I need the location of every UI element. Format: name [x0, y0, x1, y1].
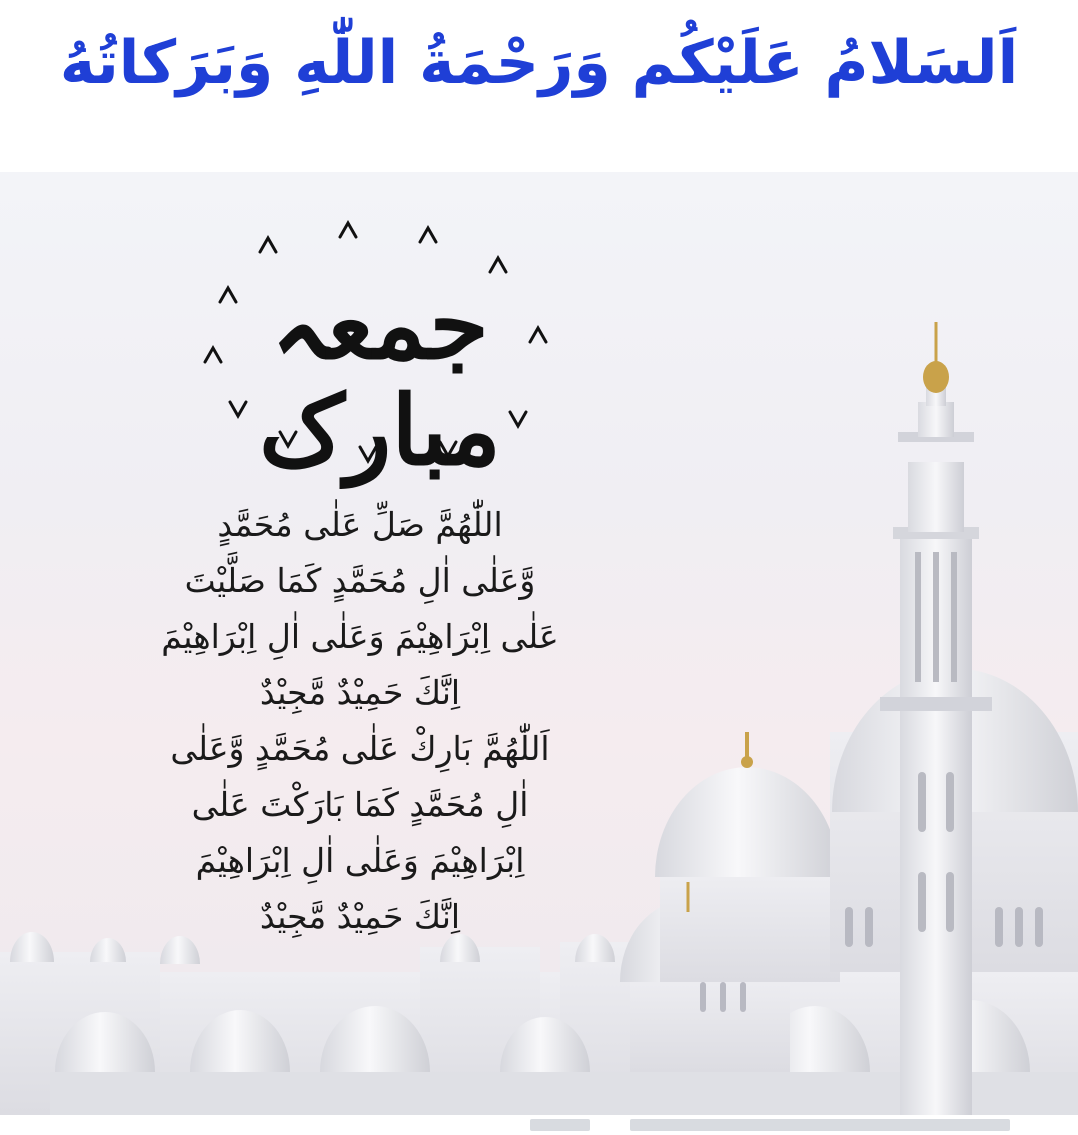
footer-mark — [630, 1119, 1010, 1131]
verse-line: اِبْرَاهِيْمَ وَعَلٰى اٰلِ اِبْرَاهِيْمَ — [195, 841, 525, 880]
jumma-card — [0, 172, 1078, 1115]
verse-line: اَللّٰهُمَّ بَارِكْ عَلٰى مُحَمَّدٍ وَّعَلٰى — [170, 729, 550, 768]
header — [0, 0, 1078, 172]
jumma-mubarak-title: جمعہ مبارک — [259, 268, 501, 487]
durood-verses — [150, 497, 570, 945]
footer-mark — [530, 1119, 590, 1131]
verse-line: اٰلِ مُحَمَّدٍ كَمَا بَارَكْتَ عَلٰى — [191, 785, 529, 824]
greeting-text: اَلسَلامُ عَلَيْكُم وَرَحْمَةُ اللّٰهِ وَبَرَكاتُهُ — [59, 28, 1019, 98]
verse-line: عَلٰى اِبْرَاهِيْمَ وَعَلٰى اٰلِ اِبْرَاهِيْمَ — [161, 617, 559, 656]
verse-line: اِنَّكَ حَمِيْدٌ مَّجِيْدٌ — [259, 897, 461, 936]
verse-line: وَّعَلٰى اٰلِ مُحَمَّدٍ كَمَا صَلَّيْتَ — [184, 561, 536, 600]
verse-line: اللّٰهُمَّ صَلِّ عَلٰى مُحَمَّدٍ — [217, 505, 503, 544]
verse-line: اِنَّكَ حَمِيْدٌ مَّجِيْدٌ — [259, 673, 461, 712]
footer-strip — [0, 1115, 1078, 1135]
